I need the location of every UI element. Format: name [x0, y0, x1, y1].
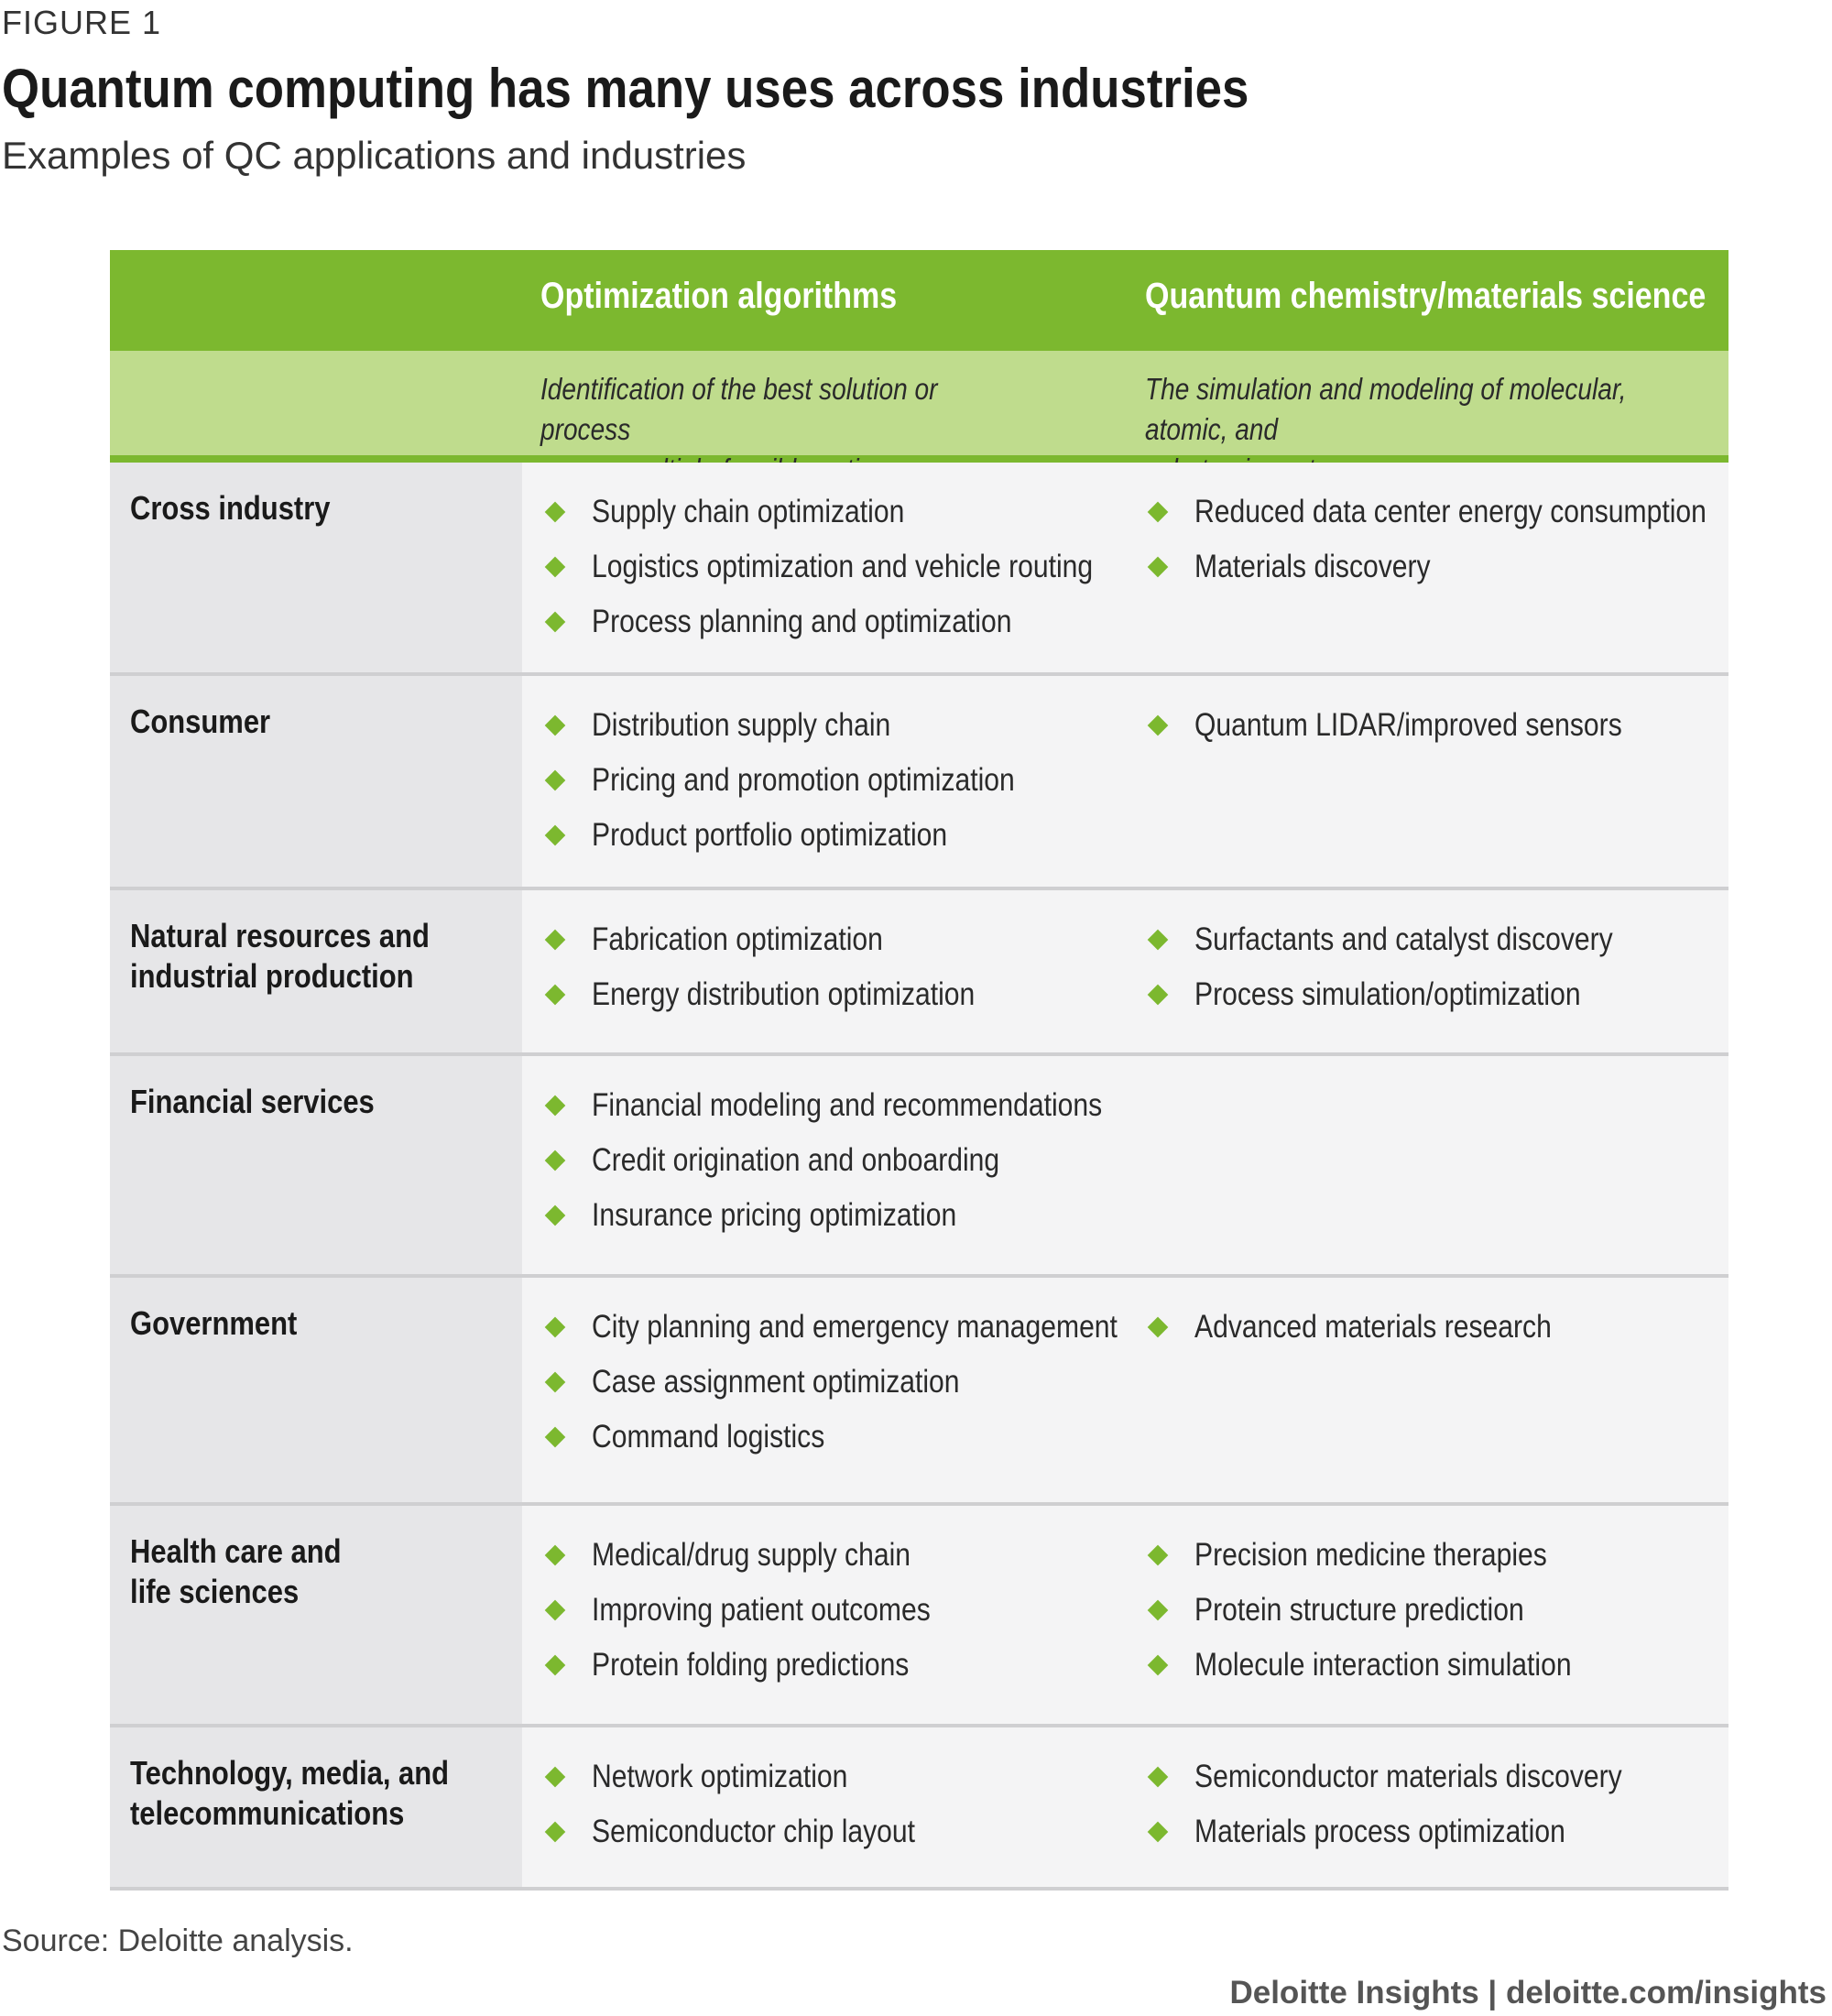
industry-label: [110, 1278, 522, 1502]
list-item: [542, 1749, 1110, 1804]
industry-label: [110, 1506, 522, 1724]
list-item-text: Fabrication optimization: [592, 921, 883, 957]
industry-label-line: life sciences: [130, 1573, 300, 1610]
industry-label-line: Financial services: [130, 1083, 375, 1120]
industry-label-line: Consumer: [130, 703, 271, 740]
table-header-row: [110, 250, 1728, 351]
list-item: [1145, 539, 1713, 594]
diamond-bullet-icon: [545, 1150, 566, 1171]
diamond-bullet-icon: [545, 715, 566, 736]
row-body: [522, 1506, 1728, 1724]
list-item: [542, 1410, 1110, 1465]
list-item-text: Quantum LIDAR/improved sensors: [1194, 707, 1622, 743]
industry-label-line: Technology, media, and: [130, 1754, 450, 1792]
table-row: [110, 676, 1728, 890]
diamond-bullet-icon: [545, 1822, 566, 1843]
diamond-bullet-icon: [1148, 985, 1169, 1006]
list-item-text: Command logistics: [592, 1419, 825, 1455]
table-body: [110, 463, 1728, 1891]
optimization-list: [542, 1528, 1110, 1693]
diamond-bullet-icon: [545, 1545, 566, 1566]
list-item-text: Energy distribution optimization: [592, 976, 976, 1012]
list-item: [1145, 1300, 1713, 1355]
list-item-text: Surfactants and catalyst discovery: [1194, 921, 1613, 957]
list-item: [542, 753, 1110, 808]
row-body: [522, 463, 1728, 672]
diamond-bullet-icon: [1148, 1317, 1169, 1338]
diamond-bullet-icon: [545, 1317, 566, 1338]
list-item: [542, 1078, 1110, 1133]
diamond-bullet-icon: [1148, 502, 1169, 523]
diamond-bullet-icon: [545, 1600, 566, 1621]
table-row: [110, 1727, 1728, 1891]
industry-label: [110, 890, 522, 1052]
industry-label: [110, 1056, 522, 1274]
table-row: [110, 1056, 1728, 1278]
list-item: [542, 485, 1110, 539]
industry-label-line: Government: [130, 1304, 298, 1342]
list-item-text: Product portfolio optimization: [592, 817, 948, 853]
diamond-bullet-icon: [545, 1767, 566, 1788]
optimization-list: [542, 485, 1110, 649]
quantum-chemistry-list: [1145, 485, 1713, 594]
list-item-text: Advanced materials research: [1194, 1309, 1552, 1345]
diamond-bullet-icon: [545, 1095, 566, 1117]
figure-label: FIGURE 1: [2, 4, 162, 41]
list-item-text: Semiconductor materials discovery: [1194, 1759, 1622, 1794]
list-item: [1145, 1583, 1713, 1638]
list-item: [542, 1638, 1110, 1693]
list-item: [542, 1355, 1110, 1410]
list-item: [1145, 1638, 1713, 1693]
list-item: [1145, 1528, 1713, 1583]
row-body: [522, 676, 1728, 887]
list-item-text: City planning and emergency management: [592, 1309, 1118, 1345]
list-item-text: Materials discovery: [1194, 549, 1431, 584]
industry-label: [110, 676, 522, 887]
list-item-text: Case assignment optimization: [592, 1364, 960, 1400]
quantum-chemistry-list: [1145, 698, 1713, 753]
list-item: [542, 1188, 1110, 1243]
list-item-text: Process planning and optimization: [592, 604, 1012, 639]
list-item: [542, 698, 1110, 753]
diamond-bullet-icon: [1148, 1545, 1169, 1566]
list-item-text: Protein structure prediction: [1194, 1592, 1524, 1628]
diamond-bullet-icon: [545, 1427, 566, 1448]
industry-label: [110, 1727, 522, 1887]
industry-label-line: Natural resources and: [130, 917, 430, 954]
description-quantum-line1: The simulation and modeling of molecular, atomic, and: [1145, 372, 1627, 446]
diamond-bullet-icon: [545, 557, 566, 578]
list-item-text: Supply chain optimization: [592, 494, 905, 529]
list-item-text: Molecule interaction simulation: [1194, 1647, 1572, 1683]
applications-table: [110, 250, 1728, 1891]
list-item-text: Protein folding predictions: [592, 1647, 910, 1683]
industry-label-line: Cross industry: [130, 489, 331, 527]
list-item: [1145, 1804, 1713, 1859]
table-row: [110, 890, 1728, 1056]
diamond-bullet-icon: [545, 1205, 566, 1226]
optimization-list: [542, 1078, 1110, 1243]
diamond-bullet-icon: [545, 1372, 566, 1393]
list-item: [1145, 698, 1713, 753]
list-item-text: Pricing and promotion optimization: [592, 762, 1015, 798]
table-row: [110, 1506, 1728, 1727]
optimization-list: [542, 912, 1110, 1022]
figure-subtitle: Examples of QC applications and industries: [2, 134, 747, 177]
table-row: [110, 1278, 1728, 1506]
diamond-bullet-icon: [1148, 1822, 1169, 1843]
list-item-text: Semiconductor chip layout: [592, 1814, 916, 1849]
diamond-bullet-icon: [1148, 930, 1169, 951]
diamond-bullet-icon: [545, 930, 566, 951]
diamond-bullet-icon: [545, 612, 566, 633]
quantum-chemistry-list: [1145, 1749, 1713, 1859]
list-item-text: Materials process optimization: [1194, 1814, 1565, 1849]
list-item-text: Medical/drug supply chain: [592, 1537, 911, 1573]
list-item: [542, 1300, 1118, 1355]
list-item-text: Reduced data center energy consumption: [1194, 494, 1707, 529]
quantum-chemistry-list: [1145, 1300, 1713, 1355]
list-item: [542, 1583, 1110, 1638]
list-item: [542, 1804, 1110, 1859]
diamond-bullet-icon: [1148, 715, 1169, 736]
header-optimization: Optimization algorithms: [540, 276, 898, 316]
list-item-text: Precision medicine therapies: [1194, 1537, 1547, 1573]
diamond-bullet-icon: [1148, 1600, 1169, 1621]
list-item: [542, 1133, 1110, 1188]
optimization-list: [542, 1300, 1118, 1465]
list-item: [542, 1528, 1110, 1583]
table-description-row: [110, 351, 1728, 463]
industry-label: [110, 463, 522, 672]
list-item: [1145, 485, 1713, 539]
diamond-bullet-icon: [545, 502, 566, 523]
row-body: [522, 1056, 1728, 1274]
quantum-chemistry-list: [1145, 912, 1713, 1022]
list-item: [542, 912, 1110, 967]
list-item: [1145, 1749, 1713, 1804]
row-body: [522, 1727, 1728, 1887]
list-item: [542, 594, 1110, 649]
description-optimization-line1: Identification of the best solution or process: [540, 372, 938, 446]
diamond-bullet-icon: [1148, 1655, 1169, 1676]
diamond-bullet-icon: [545, 770, 566, 791]
optimization-list: [542, 698, 1110, 863]
quantum-chemistry-list: [1145, 1528, 1713, 1693]
list-item-text: Financial modeling and recommendations: [592, 1087, 1103, 1123]
list-item-text: Improving patient outcomes: [592, 1592, 931, 1628]
list-item: [542, 539, 1110, 594]
list-item: [1145, 912, 1713, 967]
list-item-text: Credit origination and onboarding: [592, 1142, 1000, 1178]
list-item-text: Process simulation/optimization: [1194, 976, 1581, 1012]
list-item-text: Insurance pricing optimization: [592, 1197, 957, 1233]
industry-label-line: telecommunications: [130, 1794, 405, 1832]
header-quantum-chemistry: Quantum chemistry/materials science: [1145, 276, 1707, 316]
row-body: [522, 890, 1728, 1052]
diamond-bullet-icon: [1148, 1767, 1169, 1788]
diamond-bullet-icon: [1148, 557, 1169, 578]
diamond-bullet-icon: [545, 985, 566, 1006]
optimization-list: [542, 1749, 1110, 1859]
list-item-text: Distribution supply chain: [592, 707, 891, 743]
list-item-text: Network optimization: [592, 1759, 848, 1794]
diamond-bullet-icon: [545, 825, 566, 846]
source-note: Source: Deloitte analysis.: [2, 1923, 354, 1958]
figure-title: Quantum computing has many uses across industries: [2, 58, 1249, 119]
list-item: [542, 967, 1110, 1022]
list-item-text: Logistics optimization and vehicle routing: [592, 549, 1094, 584]
list-item: [542, 808, 1110, 863]
industry-label-line: Health care and: [130, 1532, 342, 1570]
table-row: [110, 463, 1728, 676]
industry-label-line: industrial production: [130, 957, 414, 995]
list-item: [1145, 967, 1713, 1022]
footer-credit: Deloitte Insights | deloitte.com/insights: [1229, 1975, 1827, 2011]
row-body: [522, 1278, 1728, 1502]
diamond-bullet-icon: [545, 1655, 566, 1676]
